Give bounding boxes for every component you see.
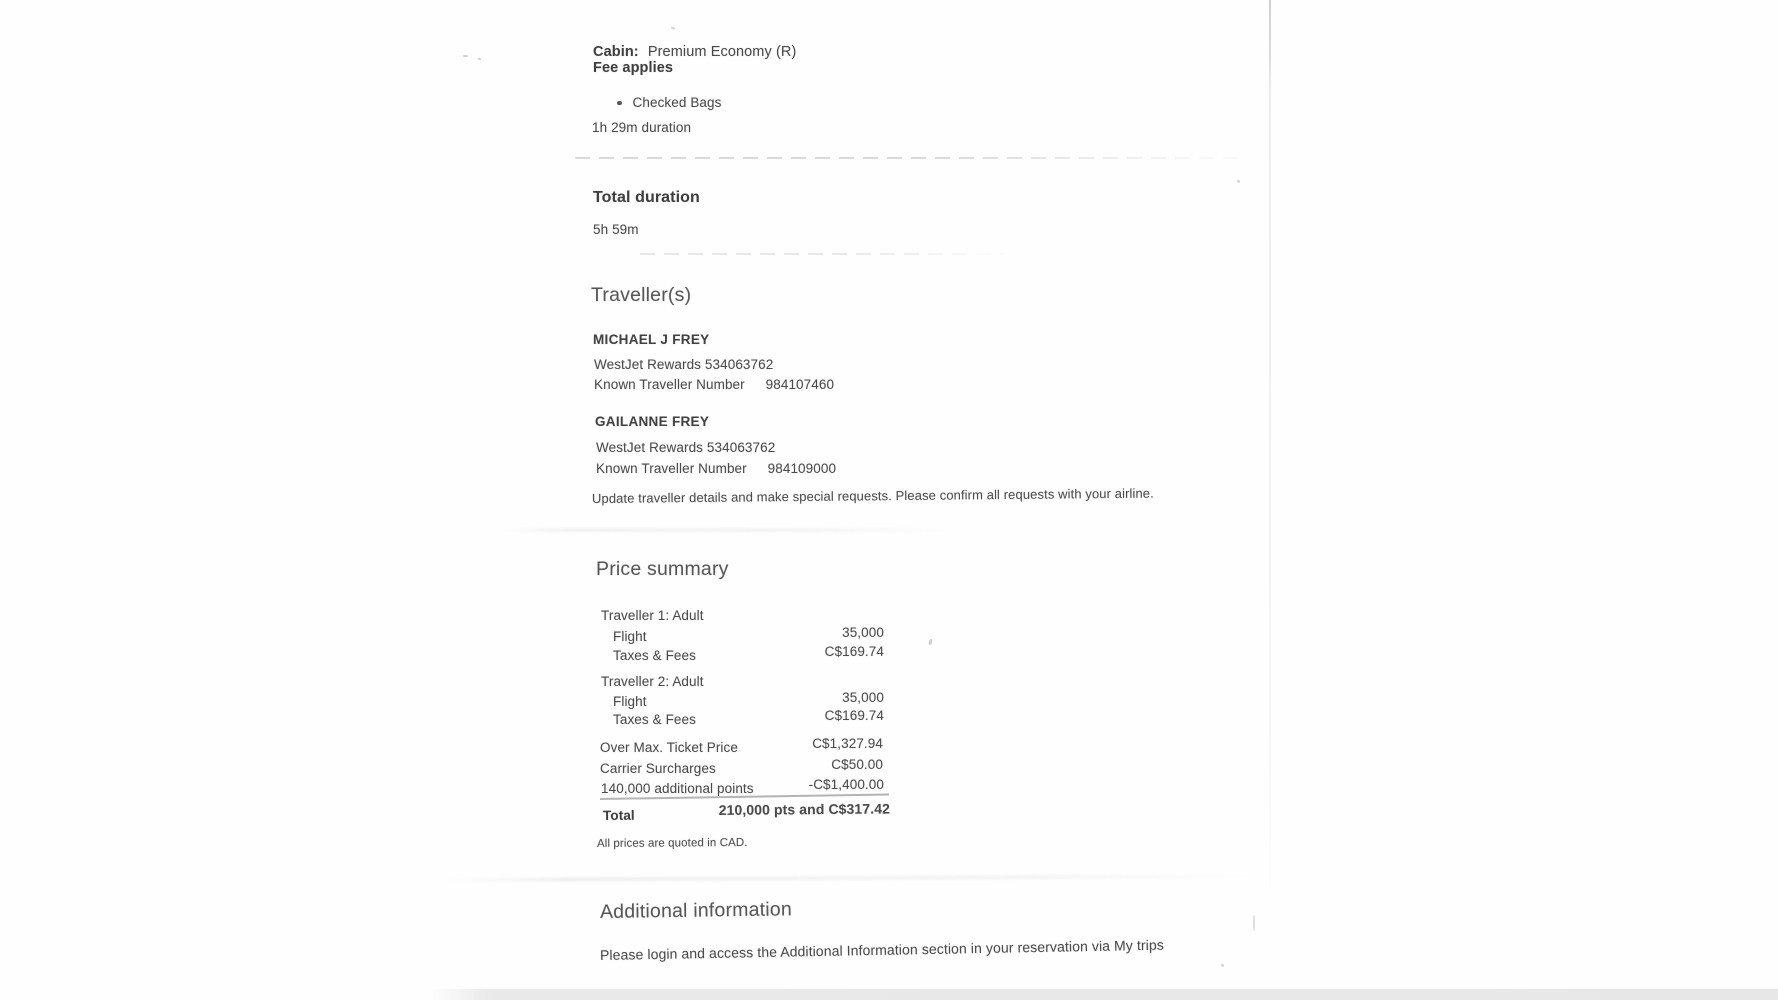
price-row xyxy=(601,644,884,665)
cabin-value: Premium Economy (R) xyxy=(647,44,797,60)
scan-speck xyxy=(928,639,932,646)
price-row xyxy=(601,674,884,691)
ktn-number: 984109000 xyxy=(767,461,837,476)
price-row-value: C$169.74 xyxy=(824,644,884,659)
price-row xyxy=(600,757,883,778)
total-duration-heading: Total duration xyxy=(593,189,700,206)
price-row-label: Traveller 2: Adult xyxy=(601,674,704,689)
additional-info-heading: Additional information xyxy=(599,898,793,923)
traveller-rewards: WestJet Rewards 534063762 xyxy=(596,440,776,455)
scan-speck xyxy=(463,55,468,57)
ktn-label: Known Traveller Number xyxy=(596,461,747,476)
travellers-heading: Traveller(s) xyxy=(591,284,692,306)
price-row-label: Over Max. Ticket Price xyxy=(600,740,738,755)
cabin-label: Cabin: xyxy=(593,44,639,60)
total-duration-value: 5h 59m xyxy=(593,222,639,237)
scan-divider xyxy=(575,157,1240,159)
total-value: 210,000 pts and C$317.42 xyxy=(718,800,891,818)
scan-speck xyxy=(1237,180,1240,183)
scan-speck xyxy=(1221,964,1224,967)
price-row-label: Carrier Surcharges xyxy=(600,761,716,776)
price-row-label: Taxes & Fees xyxy=(613,712,696,727)
price-row-value: C$1,327.94 xyxy=(812,736,883,751)
price-row-value: -C$1,400.00 xyxy=(808,777,884,792)
scan-divider xyxy=(640,253,1005,255)
price-row-label: 140,000 additional points xyxy=(601,781,754,796)
price-row-value: 35,000 xyxy=(842,625,884,640)
additional-info-note: Please login and access the Additional Information section in your reservation via My trips xyxy=(599,936,1165,963)
traveller-ktn xyxy=(596,461,836,477)
price-row xyxy=(601,608,884,625)
cabin-line xyxy=(593,44,796,61)
price-row-value: 35,000 xyxy=(842,690,884,705)
price-row-label: Taxes & Fees xyxy=(613,648,696,663)
price-row-value: C$169.74 xyxy=(824,708,884,723)
price-total-row xyxy=(602,800,891,825)
price-summary-heading: Price summary xyxy=(596,558,729,580)
scan-speck xyxy=(478,58,481,60)
traveller-note: Update traveller details and make special requests. Please confirm all requests with your airline. xyxy=(591,485,1154,506)
price-row-value: C$50.00 xyxy=(831,757,883,772)
ktn-number: 984107460 xyxy=(765,377,835,392)
traveller-ktn xyxy=(594,377,834,393)
segment-duration: 1h 29m duration xyxy=(592,120,692,135)
price-row xyxy=(601,708,884,729)
price-row-label: Flight xyxy=(613,694,647,709)
price-row-label: Traveller 1: Adult xyxy=(601,608,704,623)
fee-item xyxy=(617,95,722,111)
bullet-icon xyxy=(617,101,622,106)
price-row-label: Flight xyxy=(613,629,647,644)
traveller-name: MICHAEL J FREY xyxy=(593,332,710,347)
fee-item-label: Checked Bags xyxy=(632,95,722,110)
total-label: Total xyxy=(602,807,635,823)
scan-speck xyxy=(671,26,675,29)
scan-speck xyxy=(1253,915,1255,931)
price-row xyxy=(600,736,883,757)
page-edge-line xyxy=(1269,0,1271,910)
traveller-rewards: WestJet Rewards 534063762 xyxy=(594,357,774,372)
scan-divider xyxy=(500,528,955,532)
bottom-scan-strip xyxy=(430,989,1778,1000)
scan-divider xyxy=(440,874,1265,882)
fee-applies-label: Fee applies xyxy=(593,60,674,76)
price-footnote: All prices are quoted in CAD. xyxy=(596,836,748,850)
traveller-name: GAILANNE FREY xyxy=(595,414,710,429)
ktn-label: Known Traveller Number xyxy=(594,377,745,392)
